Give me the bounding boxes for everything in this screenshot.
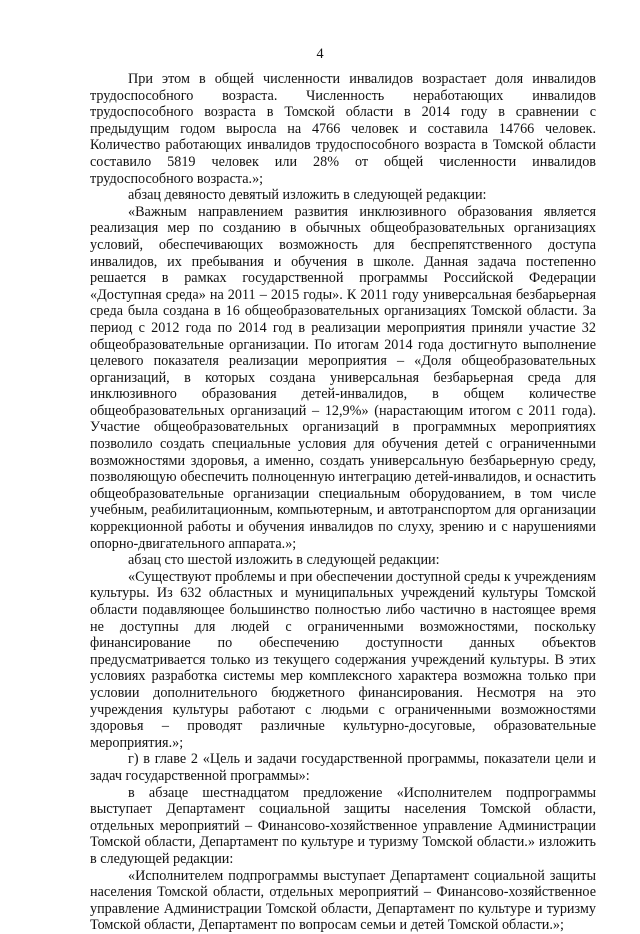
paragraph-inclusive-education: «Важным направлением развития инклюзивного образования является реализация мер по созданию в обычных общеобразовательных организациях условий, обеспечивающих возможность для беспрепятственного доступа инвалидов, их пребывания и обучения в школе. Данная задача постепенно решается в рамках государственной программы Российской Федерации «Доступная среда» на 2011 – 2015 годы». К 2011 году универсальная безбарьерная среда была создана в 16 общеобразовательных организациях Томской области. За период с 2012 года по 2014 год в реализации мероприятия приняли участие 32 общеобразовательные организации. По итогам 2014 года достигнуто выполнение целевого показателя реализации мероприятия – «Доля общеобразовательных организаций, в которых создана универсальная безбарьерная среда для инклюзивного образования детей-инвалидов, в общем количестве общеобразовательных организаций – 12,9%» (нарастающим итогом с 2011 года). Участие общеобразовательных организаций в программных мероприятиях позволило создать специальные условия для обучения детей с ограниченными возможностями здоровья, а именно, создать универсальную безбарьерную среду, позволяющую обеспечить полноценную интеграцию детей-инвалидов, и оснастить общеобразовательные организации специальным оборудованием, в том числе учебным, реабилитационным, компьютерным, и автотранспортом для организации коррекционной работы и обучения инвалидов по слуху, зрению и с нарушениями опорно-двигательного аппарата.»; <box>90 203 596 552</box>
paragraph-instruction-106: абзац сто шестой изложить в следующей редакции: <box>128 552 440 569</box>
paragraph-new-executors: «Исполнителем подпрограммы выступает Департамент социальной защиты населения Томской области, отдельных мероприятий – Финансово-хозяйственное управление Администрации Томской области, Департамент по культуре и туризму Томской области, Департамент по вопросам семьи и детей Томской области.»; <box>90 867 596 934</box>
paragraph-culture-institutions: «Существуют проблемы и при обеспечении доступной среды к учреждениям культуры. Из 632 областных и муниципальных учреждений культуры Томской области подавляющее большинство полностью либо частично в настоящее время не доступны для людей с ограниченными возможностями, поскольку финансирование по обеспечению доступности данных объектов предусматривается только из текущего содержания учреждений культуры. В этих условиях разработка системы мер комплексного характера возможна только при условии дополнительного бюджетного финансирования. Несмотря на это учреждения культуры работают с людьми с ограниченными возможностями здоровья – проводят различные культурно-досуговые, образовательные мероприятия.»; <box>90 568 596 751</box>
paragraph-chapter-2: г) в главе 2 «Цель и задачи государственной программы, показатели цели и задач государственной программы»: <box>90 751 596 784</box>
paragraph-instruction-16: в абзаце шестнадцатом предложение «Исполнителем подпрограммы выступает Департамент социальной защиты населения Томской области, отдельных мероприятий – Финансово-хозяйственное управление Администрации Томской области, Департамент по культуре и туризму Томской области.» изложить в следующей редакции: <box>90 784 596 867</box>
page-number: 4 <box>316 46 324 62</box>
body-text <box>90 71 596 934</box>
paragraph-instruction-99: абзац девяносто девятый изложить в следующей редакции: <box>128 187 487 204</box>
paragraph-statistics: При этом в общей численности инвалидов возрастает доля инвалидов трудоспособного возраста. Численность неработающих инвалидов трудоспособного возраста в Томской области в 2014 году в сравнении с предыдущим годом выросла на 4766 человек и составила 14766 человек. Количество работающих инвалидов трудоспособного возраста в Томской области составило 5819 человек или 28% от общей численности инвалидов трудоспособного возраста.»; <box>90 71 596 187</box>
